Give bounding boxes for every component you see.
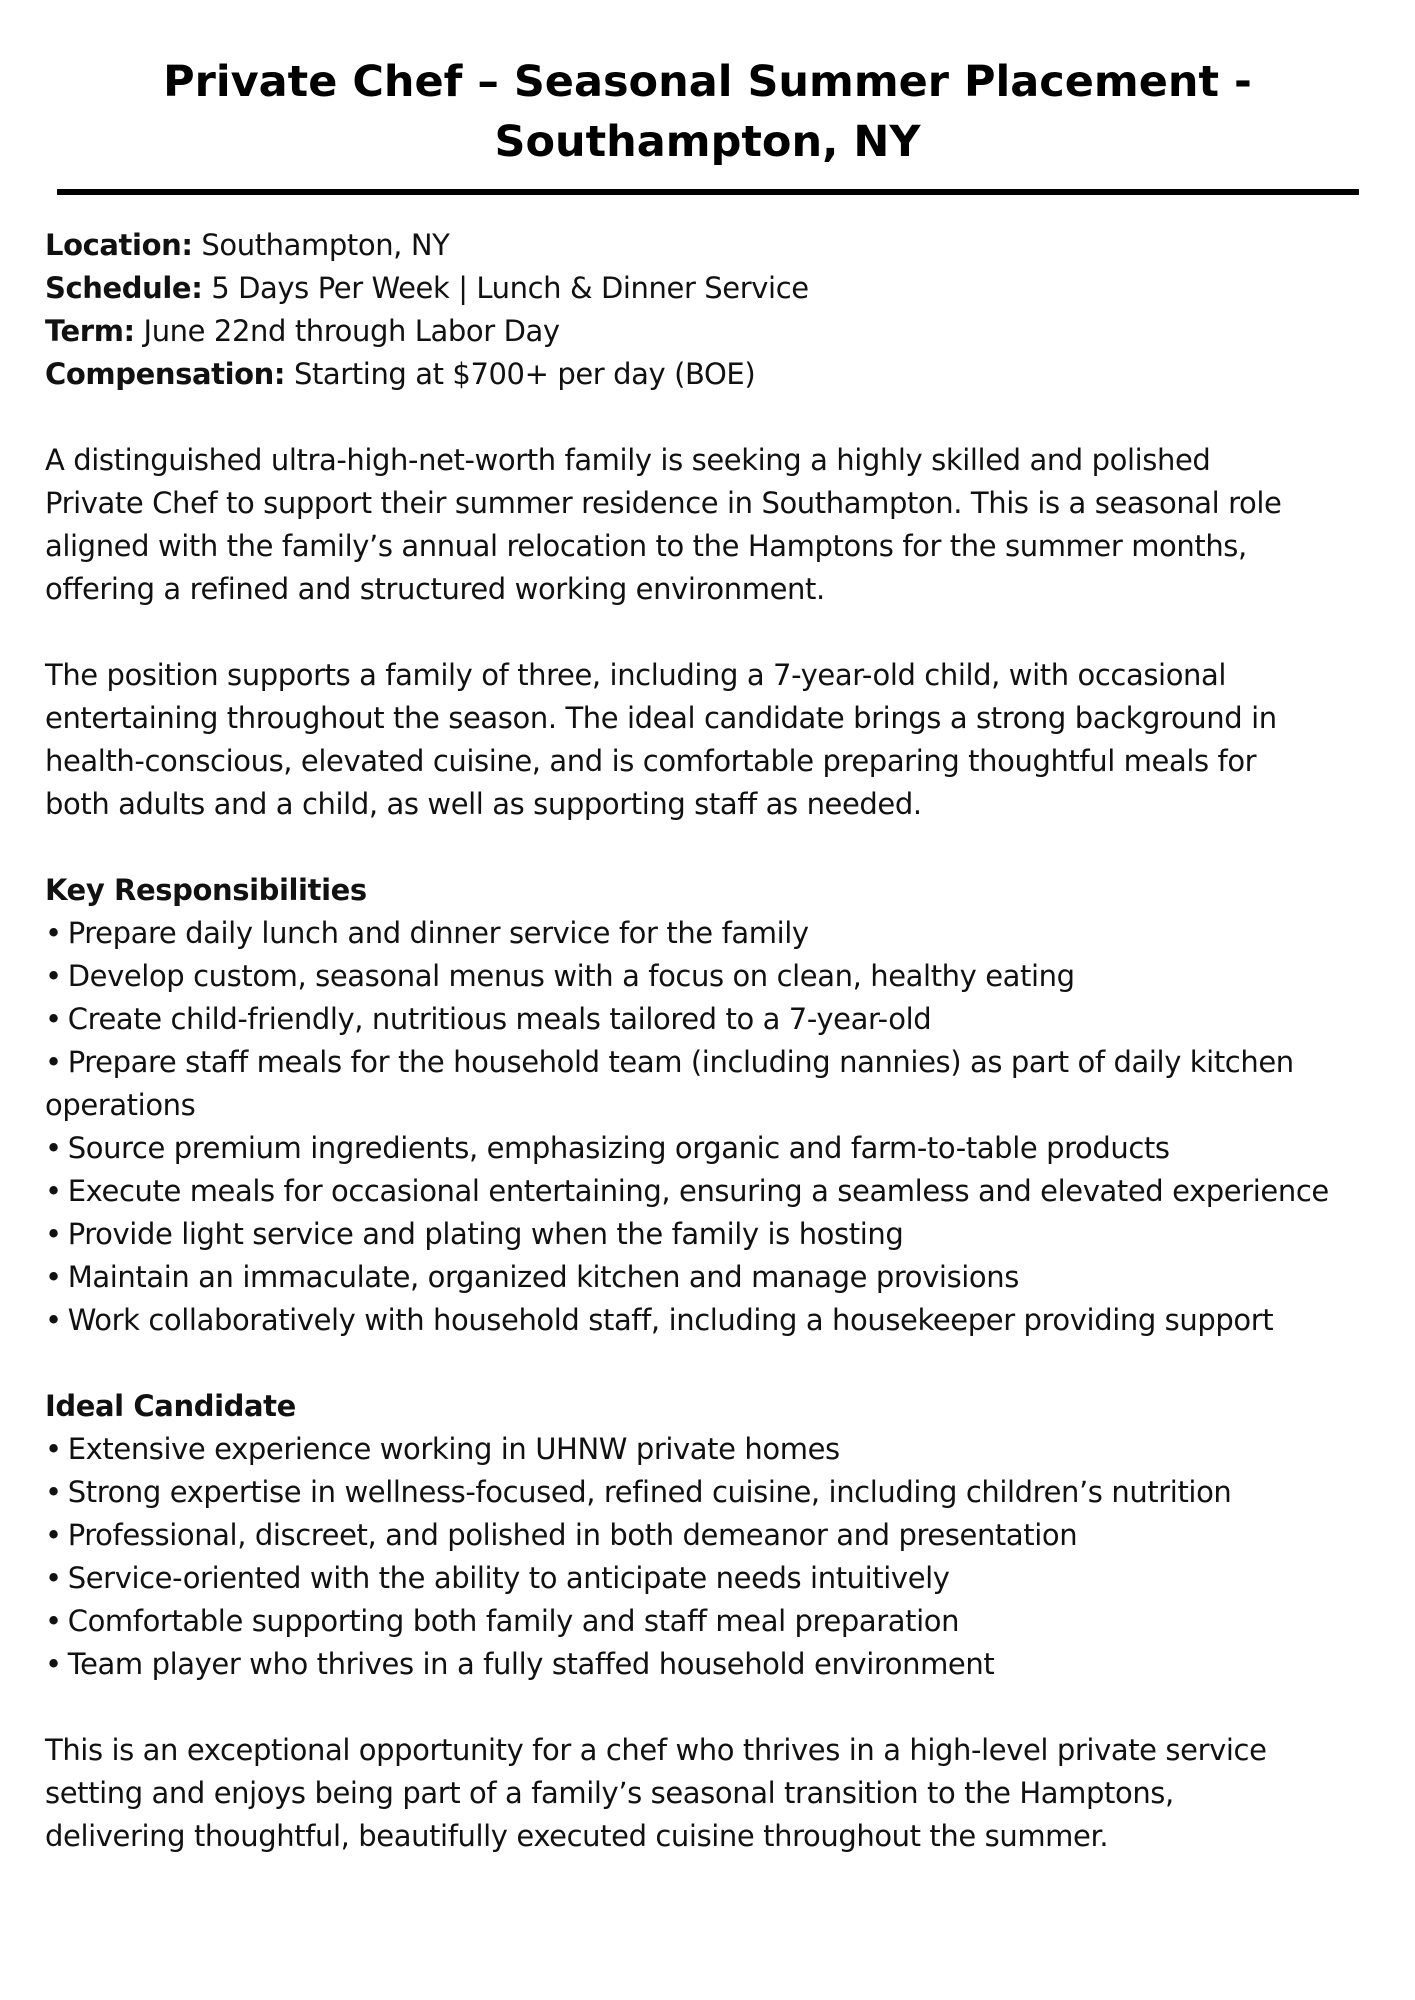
responsibilities-heading: Key Responsibilities: [45, 873, 367, 907]
spacer: [45, 1686, 1385, 1729]
bullet-icon: •: [45, 1217, 62, 1251]
list-item: [45, 955, 1385, 998]
paragraph-line: offering a refined and structured working environment.: [45, 572, 825, 606]
list-item-text: Maintain an immaculate, organized kitchen and manage provisions: [67, 1260, 1019, 1294]
list-item: [45, 1428, 1385, 1471]
paragraph-line: aligned with the family’s annual relocation to the Hamptons for the summer months,: [45, 529, 1247, 563]
detail-label: Term:: [45, 314, 135, 348]
list-item: [45, 1256, 1385, 1299]
list-item: [45, 1041, 1385, 1084]
list-item-text: Team player who thrives in a fully staffed household environment: [67, 1647, 995, 1681]
bullet-icon: •: [45, 1303, 62, 1337]
detail-value: Southampton, NY: [201, 228, 450, 262]
list-item: [45, 912, 1385, 955]
closing-paragraph: [45, 1729, 1385, 1858]
paragraph-line: health-conscious, elevated cuisine, and is comfortable preparing thoughtful meals for: [45, 744, 1257, 778]
list-item: [45, 1170, 1385, 1213]
spacer: [45, 611, 1385, 654]
list-item: [45, 1213, 1385, 1256]
list-item: [45, 1471, 1385, 1514]
spacer: [45, 826, 1385, 869]
list-item: [45, 1127, 1385, 1170]
spacer: [45, 1342, 1385, 1385]
intro-paragraph: [45, 439, 1385, 611]
page-title: [60, 52, 1355, 172]
detail-schedule: [45, 267, 1385, 310]
paragraph-line: Private Chef to support their summer residence in Southampton. This is a seasonal role: [45, 486, 1282, 520]
paragraph-line: both adults and a child, as well as supporting staff as needed.: [45, 787, 922, 821]
bullet-icon: •: [45, 1647, 62, 1681]
bullet-icon: •: [45, 1260, 62, 1294]
paragraph-line: The position supports a family of three, including a 7-year-old child, with occasional: [45, 658, 1227, 692]
list-item-continuation: [45, 1084, 1385, 1127]
detail-label: Compensation:: [45, 357, 286, 391]
detail-value: Starting at $700+ per day (BOE): [293, 357, 756, 391]
bullet-icon: •: [45, 1432, 62, 1466]
list-item-text: Prepare daily lunch and dinner service for the family: [67, 916, 809, 950]
detail-location: [45, 224, 1385, 267]
list-item: [45, 1557, 1385, 1600]
list-item-text: Provide light service and plating when the family is hosting: [67, 1217, 904, 1251]
list-item-text: Comfortable supporting both family and staff meal preparation: [67, 1604, 960, 1638]
bullet-icon: •: [45, 1561, 62, 1595]
list-item-text: Extensive experience working in UHNW private homes: [67, 1432, 840, 1466]
paragraph-line: entertaining throughout the season. The ideal candidate brings a strong background in: [45, 701, 1277, 735]
list-item: [45, 1600, 1385, 1643]
list-item: [45, 1514, 1385, 1557]
list-item-text: Execute meals for occasional entertaining, ensuring a seamless and elevated experience: [67, 1174, 1329, 1208]
list-item-text: Work collaboratively with household staff, including a housekeeper providing support: [67, 1303, 1274, 1337]
detail-value: June 22nd through Labor Day: [143, 314, 560, 348]
title-line-2: Southampton, NY: [494, 117, 921, 167]
bullet-icon: •: [45, 1604, 62, 1638]
list-item-text: Develop custom, seasonal menus with a focus on clean, healthy eating: [67, 959, 1075, 993]
spacer: [45, 396, 1385, 439]
paragraph-line: A distinguished ultra-high-net-worth family is seeking a highly skilled and polished: [45, 443, 1211, 477]
list-item-text: Professional, discreet, and polished in both demeanor and presentation: [67, 1518, 1078, 1552]
bullet-icon: •: [45, 1518, 62, 1552]
detail-label: Schedule:: [45, 271, 203, 305]
responsibilities-list: [45, 912, 1385, 1342]
bullet-icon: •: [45, 1002, 62, 1036]
list-item-text: Prepare staff meals for the household team (including nannies) as part of daily kitchen: [67, 1045, 1294, 1079]
bullet-icon: •: [45, 959, 62, 993]
list-item-text: operations: [45, 1088, 196, 1122]
list-item: [45, 1299, 1385, 1342]
list-item-text: Service-oriented with the ability to anticipate needs intuitively: [67, 1561, 950, 1595]
bullet-icon: •: [45, 1045, 62, 1079]
list-item-text: Source premium ingredients, emphasizing organic and farm-to-table products: [67, 1131, 1170, 1165]
bullet-icon: •: [45, 1174, 62, 1208]
title-line-1: Private Chef – Seasonal Summer Placement -: [163, 57, 1252, 107]
detail-label: Location:: [45, 228, 193, 262]
paragraph-line: This is an exceptional opportunity for a chef who thrives in a high-level private service: [45, 1733, 1267, 1767]
bullet-icon: •: [45, 916, 62, 950]
list-item: [45, 1643, 1385, 1686]
detail-term: [45, 310, 1385, 353]
paragraph-line: setting and enjoys being part of a family’s seasonal transition to the Hamptons,: [45, 1776, 1174, 1810]
position-paragraph: [45, 654, 1385, 826]
paragraph-line: delivering thoughtful, beautifully executed cuisine throughout the summer.: [45, 1819, 1109, 1853]
list-item-text: Strong expertise in wellness-focused, refined cuisine, including children’s nutrition: [67, 1475, 1232, 1509]
detail-value: 5 Days Per Week | Lunch & Dinner Service: [211, 271, 809, 305]
title-divider: [57, 189, 1359, 195]
document-body: [45, 224, 1385, 1858]
candidate-heading: Ideal Candidate: [45, 1389, 296, 1423]
bullet-icon: •: [45, 1475, 62, 1509]
candidate-list: [45, 1428, 1385, 1686]
list-item: [45, 998, 1385, 1041]
details-block: [45, 224, 1385, 396]
list-item-text: Create child-friendly, nutritious meals tailored to a 7-year-old: [67, 1002, 932, 1036]
detail-compensation: [45, 353, 1385, 396]
bullet-icon: •: [45, 1131, 62, 1165]
